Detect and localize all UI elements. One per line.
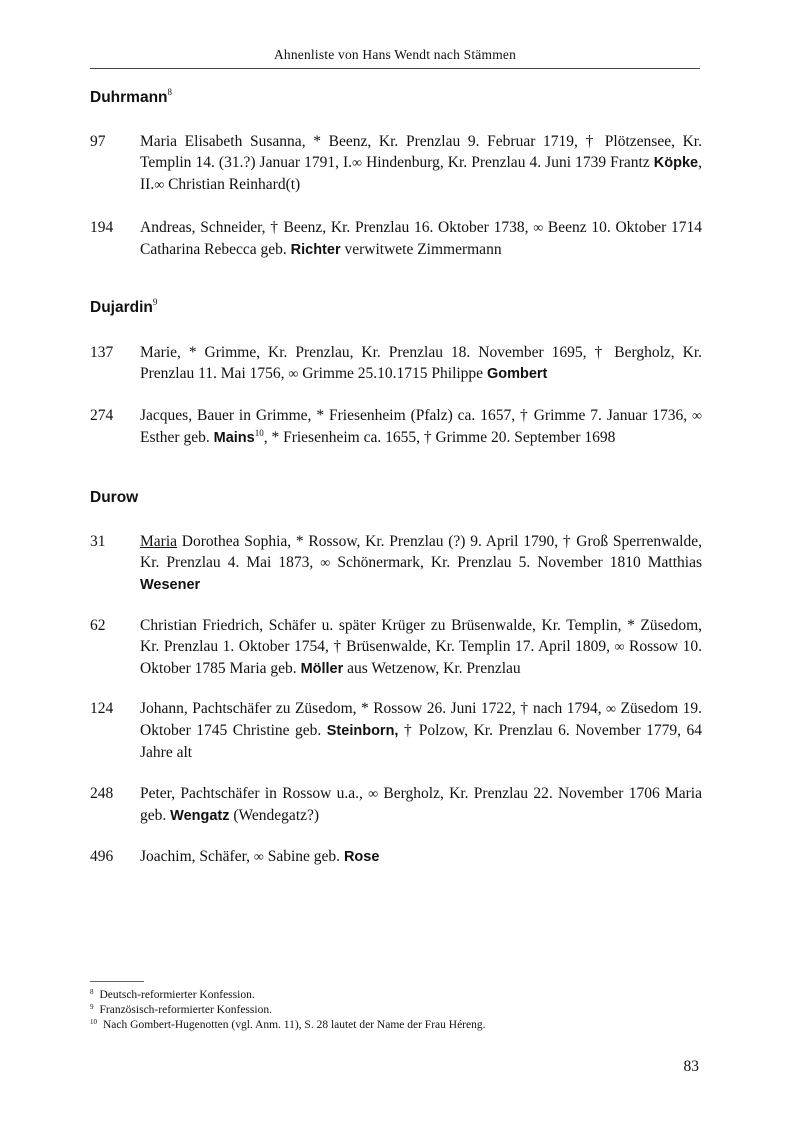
text-part: Bergholz, Kr. Prenzlau 22. November 1706 Maria geb.	[140, 785, 702, 824]
running-header: Ahnenliste von Hans Wendt nach Stämmen	[273, 47, 517, 62]
spouse-surname: Rose	[343, 849, 380, 865]
family-heading-dujardin	[90, 299, 157, 317]
entry-number: 31	[90, 533, 106, 550]
header-rule	[90, 68, 700, 69]
footnote-text: Französisch-reformierter Konfession.	[99, 1004, 272, 1016]
entry-number: 62	[90, 617, 106, 634]
text-part: Hindenburg, Kr. Prenzlau 4. Juni 1739 Frantz	[362, 154, 654, 171]
footnote-rule	[90, 981, 144, 982]
text-part: Esther geb.	[140, 429, 214, 446]
marriage-symbol: ∞	[692, 409, 702, 424]
entry-number: 274	[90, 407, 114, 424]
marriage-symbol: ∞	[288, 367, 299, 382]
text-part: , * Friesenheim ca. 1655, † Grimme 20. September 1698	[263, 429, 616, 446]
text-part: Jacques, Bauer in Grimme, * Friesenheim (Pfalz) ca. 1657, † Grimme 7. Januar 1736,	[140, 407, 693, 424]
underlined-name: Maria	[140, 533, 178, 550]
family-heading-durow	[90, 489, 138, 507]
entry-text	[140, 405, 702, 450]
marriage-symbol: ∞	[606, 702, 617, 717]
entry-number: 194	[90, 219, 114, 236]
text-part: Marie, * Grimme, Kr. Prenzlau, Kr. Prenzlau 18. November 1695, † Bergholz, Kr. Prenzlau 11. Mai 1756,	[140, 344, 702, 382]
footnote-9	[90, 1003, 272, 1018]
footnote-text: Nach Gombert-Hugenotten (vgl. Anm. 11), S. 28 lautet der Name der Frau Héreng.	[103, 1019, 486, 1031]
spouse-surname: Gombert	[486, 366, 548, 382]
spouse-surname: Wesener	[140, 577, 201, 593]
entry-text	[140, 698, 702, 763]
text-part: Sabine geb.	[263, 848, 344, 865]
text-part: verwitwete Zimmermann	[340, 241, 502, 258]
footnote-ref: 8	[167, 87, 172, 97]
marriage-symbol: ∞	[320, 556, 331, 571]
text-part: Schönermark, Kr. Prenzlau 5. November 1810 Matthias	[330, 554, 702, 571]
marriage-symbol: ∞	[253, 850, 264, 865]
text-part: , II.	[140, 154, 702, 193]
family-heading-duhrmann	[90, 89, 172, 107]
text-part: Joachim, Schäfer,	[140, 848, 254, 865]
family-name: Duhrmann	[90, 89, 168, 106]
entry-text	[140, 531, 702, 596]
entry-number: 496	[90, 848, 114, 865]
family-name: Durow	[90, 489, 139, 506]
text-part: Beenz 10. Oktober 1714 Catharina Rebecca geb.	[140, 219, 702, 258]
footnote-mark: 10	[90, 1018, 97, 1026]
spouse-surname: Möller	[300, 661, 344, 677]
marriage-symbol: ∞	[533, 221, 544, 236]
text-part: aus Wetzenow, Kr. Prenzlau	[343, 660, 521, 677]
text-part: Dorothea Sophia, * Rossow, Kr. Prenzlau (?) 9. April 1790, † Groß Sperrenwalde, Kr. Prenzlau 4. Mai 1873,	[140, 533, 702, 571]
text-part: † Polzow, Kr. Prenzlau 6. November 1779, 64 Jahre alt	[140, 722, 702, 761]
entry-text	[140, 783, 702, 827]
spouse-surname: Wengatz	[170, 808, 230, 824]
footnote-10	[90, 1018, 485, 1033]
footnote-8	[90, 988, 255, 1003]
text-part: Christian Friedrich, Schäfer u. später Krüger zu Brüsenwalde, Kr. Templin, * Züsedom, Kr. Prenzlau 1. Oktober 1754, † Brüsenwalde, Kr. Templin 17. April 1809,	[140, 617, 702, 655]
entry-text	[140, 131, 702, 196]
page-number: 83	[683, 1058, 699, 1075]
entry-text	[140, 615, 702, 680]
entry-number: 248	[90, 785, 114, 802]
text-part: Züsedom 19. Oktober 1745 Christine geb.	[140, 700, 703, 739]
entry-number: 137	[90, 344, 114, 361]
entry-text	[140, 217, 702, 261]
text-part: Andreas, Schneider, † Beenz, Kr. Prenzlau 16. Oktober 1738,	[140, 219, 534, 236]
text-part: Grimme 25.10.1715 Philippe	[298, 365, 487, 382]
entry-number: 124	[90, 700, 114, 717]
spouse-surname: Steinborn,	[326, 723, 399, 739]
footnote-mark: 8	[90, 988, 94, 996]
entry-text	[140, 846, 702, 868]
entry-text	[140, 342, 702, 385]
marriage-symbol: ∞	[368, 787, 379, 802]
text-part: Christian Reinhard(t)	[164, 176, 301, 193]
text-part: Johann, Pachtschäfer zu Züsedom, * Rossow 26. Juni 1722, † nach 1794,	[140, 700, 607, 717]
text-part: Peter, Pachtschäfer in Rossow u.a.,	[140, 785, 369, 802]
family-name: Dujardin	[90, 299, 153, 316]
marriage-symbol: ∞	[154, 178, 165, 193]
spouse-surname: Köpke	[653, 155, 699, 171]
text-part: (Wendegatz?)	[229, 807, 320, 824]
footnote-text: Deutsch-reformierter Konfession.	[99, 989, 255, 1001]
spouse-surname: Mains	[213, 430, 255, 446]
footnote-mark: 9	[90, 1003, 94, 1011]
entry-number: 97	[90, 133, 106, 150]
spouse-surname: Richter	[290, 242, 341, 258]
footnote-ref: 10	[254, 428, 264, 438]
footnote-ref: 9	[152, 297, 158, 307]
text-part: Maria Elisabeth Susanna, * Beenz, Kr. Prenzlau 9. Februar 1719, † Plötzensee, Kr. Templin 14. (31.?) Januar 1791, I.	[140, 133, 702, 171]
marriage-symbol: ∞	[352, 156, 363, 171]
text-part: Rossow 10. Oktober 1785 Maria geb.	[140, 638, 702, 677]
marriage-symbol: ∞	[614, 640, 625, 655]
